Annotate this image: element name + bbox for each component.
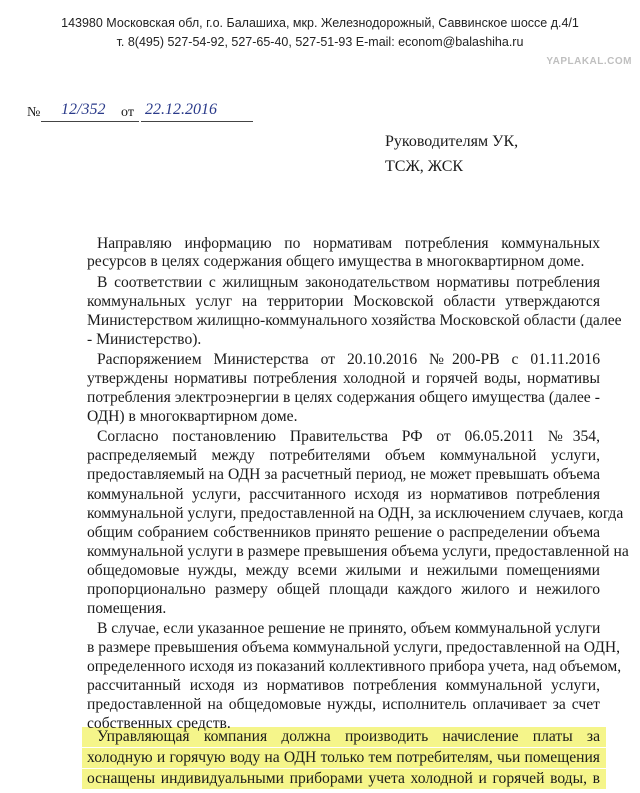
body-line: Согласно постановлению Правительства РФ от 06.05.2011 №354, [97, 428, 600, 445]
body-line: коммунальных услуг на территории Московской области утверждаются [87, 293, 600, 310]
body-line-highlighted: оснащены индивидуальными приборами учета холодной и горячей воды, в [87, 770, 600, 787]
number-label: № [27, 105, 41, 120]
body-line: определенного исходя из показаний коллективного прибора учета, над объемом, [87, 658, 622, 675]
body-line: помещения. [87, 600, 167, 617]
body-line: распределяемый между потребителями объем коммунальной услуги, [87, 447, 600, 464]
date-label: от [121, 105, 134, 120]
header-contacts: т. 8(495) 527-54-92, 527-65-40, 527-51-93 E-mail: econom@balashiha.ru [116, 35, 524, 49]
body-line: предоставляемый на ОДН за расчетный период, не может превышать объема [87, 466, 600, 483]
body-line: ОДН) в многоквартирном доме. [87, 408, 298, 425]
body-line-highlighted: Управляющая компания должна производить начисление платы за [97, 728, 600, 745]
body-line: - Министерство). [87, 331, 202, 348]
body-line: В соответствии с жилищным законодательством нормативы потребления [97, 274, 600, 291]
watermark: YAPLAKAL.COM [546, 56, 632, 67]
body-line: ресурсов в целях содержания общего имущества в многоквартирном доме. [87, 253, 585, 270]
body-line: в размере превышения объема коммунальной услуги, предоставленной на ОДН, [87, 639, 621, 656]
body-line: общим собранием собственников принято решение о распределении объема [87, 524, 600, 541]
number-handwritten: 12/352 [61, 101, 106, 118]
body-line: рассчитанный исходя из нормативов потребления коммунальной услуги, [87, 677, 600, 694]
body-line: коммунальной услуги, предоставленной на ОДН, за исключением случаев, когда [87, 505, 624, 522]
body-line: пропорционально размеру общей площади каждого жилого и нежилого [87, 581, 600, 598]
body-line: коммунальной услуги в размере превышения объема услуги, предоставленной на [87, 543, 629, 560]
date-underline [141, 121, 253, 122]
body-line: В случае, если указанное решение не принято, объем коммунальной услуги [97, 620, 601, 637]
body-line: потребления электроэнергии в целях содержания общего имущества (далее - [87, 389, 600, 406]
body-line: утверждены нормативы потребления холодной и горячей воды, нормативы [87, 370, 600, 387]
body-line: общедомовые нужды, между всеми жилыми и нежилыми помещениями [87, 562, 600, 579]
body-line-highlighted: холодную и горячую воду на ОДН только тем потребителям, чьи помещения [87, 749, 600, 766]
header-address: 143980 Московская обл, г.о. Балашиха, мкр. Железнодорожный, Саввинское шоссе д.4/1 [61, 16, 579, 30]
body-line: Направляю информацию по нормативам потребления коммунальных [97, 235, 600, 252]
body-line: собственных средств. [87, 715, 231, 732]
body-line: предоставленной на общедомовые нужды, исполнитель оплачивает за счет [87, 696, 600, 713]
body-line: Министерством жилищно-коммунального хозяйства Московской области (далее [87, 312, 622, 329]
date-handwritten: 22.12.2016 [145, 101, 217, 118]
number-underline [41, 121, 139, 122]
addressee-line-1: Руководителям УК, [385, 133, 519, 150]
body-line: Распоряжением Министерства от 20.10.2016 №200-РВ с 01.11.2016 [97, 351, 600, 368]
body-line: коммунальной услуги, рассчитанного исходя из нормативов потребления [87, 486, 600, 503]
addressee-line-2: ТСЖ, ЖСК [385, 158, 464, 175]
